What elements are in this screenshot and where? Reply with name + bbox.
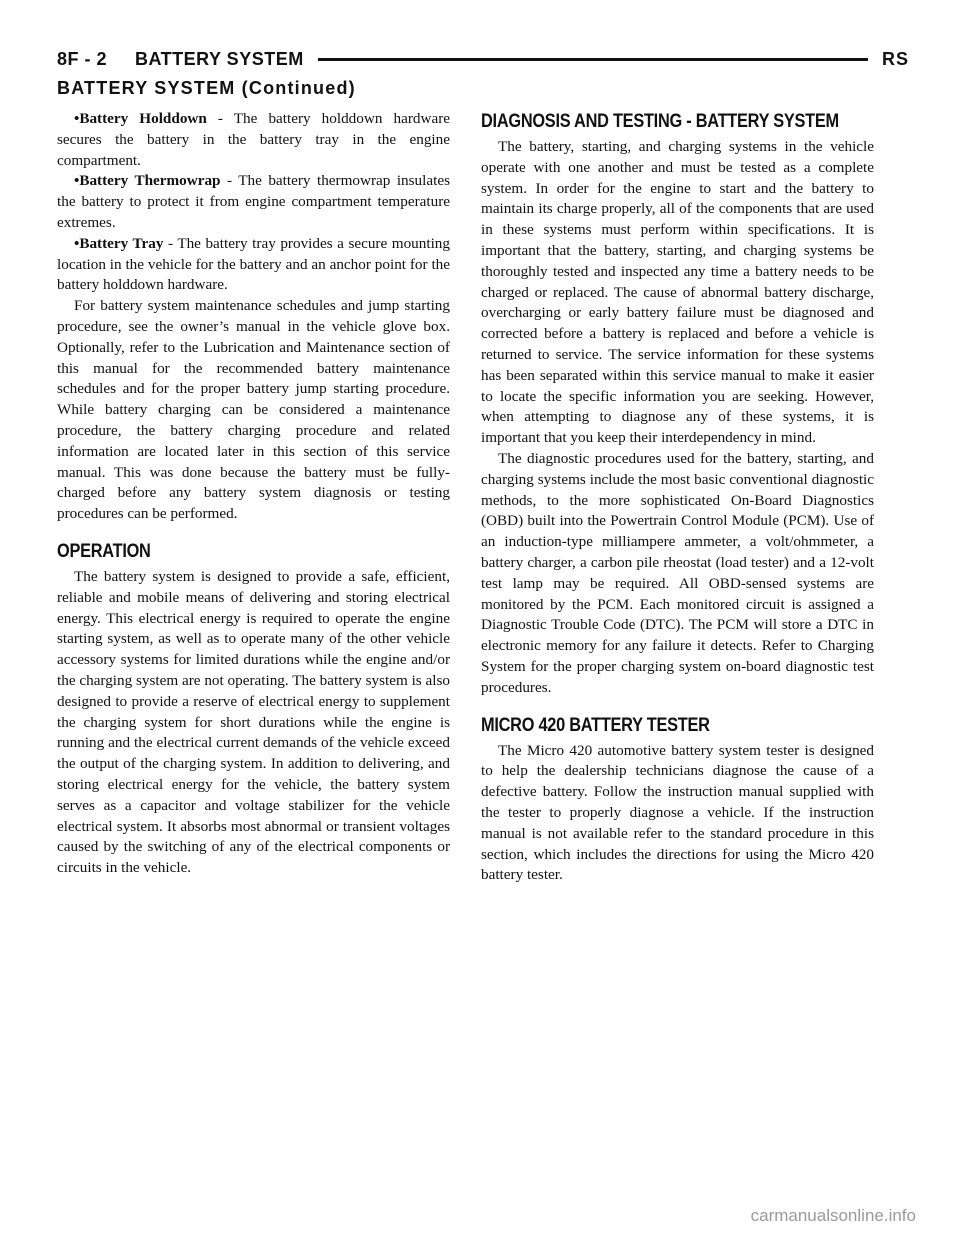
tester-paragraph: The Micro 420 automotive battery system tester is designed to help the dealership technicians diagnose the cause of a defective battery. Follow the instruction manual supplied with the tester to properly diagnose a vehicle. If the instruction manual is not available refer to the standard procedure in this section, which includes the directions for using the Micro 420 battery tester. <box>481 741 874 884</box>
right-column <box>481 109 874 886</box>
bullet-term: Battery Tray <box>79 234 164 252</box>
tester-heading: MICRO 420 BATTERY TESTER <box>481 714 710 736</box>
bullet-icon: • <box>74 110 80 127</box>
continued-title: BATTERY SYSTEM (Continued) <box>57 78 356 98</box>
maintenance-paragraph: For battery system maintenance schedules and jump starting procedure, see the owner’s manual in the vehicle glove box. Optionally, refer to the Lubrication and Maintenance section of this manual for the recommended battery maintenance schedules and for the proper battery jump starting procedure. While battery charging can be considered a maintenance procedure, the battery charging procedure and related information are located later in this section of this service manual. This was done because the battery must be fully-charged before any battery system diagnosis or testing procedures can be performed. <box>57 297 450 523</box>
bullet-icon: • <box>74 234 80 252</box>
bullet-text: - The battery holddown hardware secures the battery in the battery tray in the engine compartment. <box>57 110 450 169</box>
bullet-text: - The battery thermowrap insulates the battery to protect it from engine compartment temperature extremes. <box>57 172 450 231</box>
bullet-text: - The battery tray provides a secure mounting location in the vehicle for the battery and an anchor point for the battery holddown hardware. <box>57 234 450 294</box>
bullet-term: Battery Thermowrap <box>79 172 221 190</box>
diagnosis-paragraph-1: The battery, starting, and charging systems in the vehicle operate with one another and must be tested as a complete system. In order for the engine to start and the battery to maintain its charge properly, all of the components that are used in these systems must perform within specifications. It is important that the battery, starting, and charging systems be thoroughly tested and inspected any time a battery needs to be charged or replaced. The cause of abnormal battery discharge, overcharging or early battery failure must be diagnosed and corrected before a battery is replaced and before a vehicle is returned to service. The service information for these systems has been separated within this service manual to make it easier to locate the specific information you are seeking. However, when attempting to diagnose any of these systems, it is important that you keep their interdependency in mind. <box>481 138 874 447</box>
bullet-battery-holddown <box>57 109 450 171</box>
bullet-term: Battery Holddown <box>79 110 207 127</box>
section-title: BATTERY SYSTEM <box>135 48 304 69</box>
page-number: 8F - 2 <box>57 48 108 69</box>
diagnosis-heading: DIAGNOSIS AND TESTING - BATTERY SYSTEM <box>481 111 839 132</box>
operation-heading: OPERATION <box>57 540 151 562</box>
watermark: carmanualsonline.info <box>750 1206 916 1225</box>
bullet-battery-thermowrap <box>57 171 450 233</box>
left-column <box>57 109 450 879</box>
header-rule <box>318 58 868 61</box>
bullet-icon: • <box>74 172 80 190</box>
diagnosis-paragraph-2: The diagnostic procedures used for the battery, starting, and charging systems include the most basic conventional diagnostic methods, to the more sophisticated On-Board Diagnostics (OBD) built into the Powertrain Control Module (PCM). Use of an induction-type milliampere ammeter, a volt/ohmmeter, a battery charger, a carbon pile rheostat (load tester) and a 12-volt test lamp may be required. All OBD-sensed systems are monitored by the PCM. Each monitored circuit is assigned a Diagnostic Trouble Code (DTC). The PCM will store a DTC in electronic memory for any failure it detects. Refer to Charging System for the proper charging system on-board diagnostic test procedures. <box>481 449 874 696</box>
model-code: RS <box>881 48 909 69</box>
operation-paragraph: The battery system is designed to provide a safe, efficient, reliable and mobile means of delivering and storing electrical energy. This electrical energy is required to operate the engine starting system, as well as to operate many of the other vehicle accessory systems for limited durations while the engine and/or the charging system are not operating. The battery system is also designed to provide a reserve of electrical energy to supplement the charging system for short durations while the engine is running and the electrical current demands of the vehicle exceed the output of the charging system. In addition to delivering, and storing electrical energy for the vehicle, the battery system serves as a capacitor and voltage stabilizer for the vehicle electrical system. It absorbs most abnormal or transient voltages caused by the switching of any of the electrical components or circuits in the vehicle. <box>57 567 450 877</box>
bullet-battery-tray <box>57 234 450 296</box>
page-header <box>57 44 909 74</box>
